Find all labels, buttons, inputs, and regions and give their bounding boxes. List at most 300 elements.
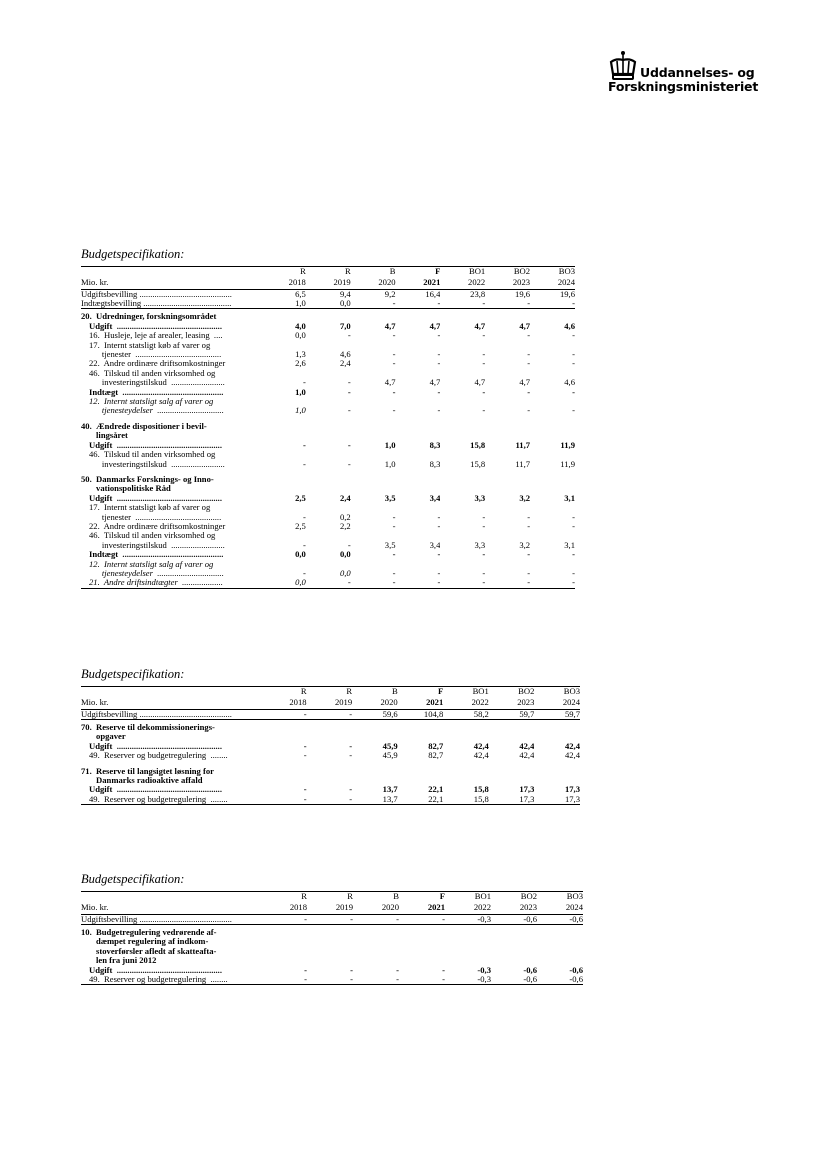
summary-value: - <box>307 709 353 719</box>
empty-cell <box>530 422 575 431</box>
line-item-value: 2,5 <box>295 521 306 531</box>
line-item-value: - <box>303 785 307 795</box>
line-item-label: tjenester ........................................ <box>89 512 222 522</box>
line-item-value: - <box>392 350 396 360</box>
line-item-value: - <box>392 512 396 522</box>
section-heading-row <box>81 422 575 431</box>
line-item-value: 4,6 <box>564 321 575 331</box>
line-item-value <box>440 369 485 378</box>
line-item-value: - <box>437 521 441 531</box>
line-item-value: - <box>437 387 441 397</box>
line-item-value: - <box>572 359 575 369</box>
summary-value: - <box>261 709 307 719</box>
line-item-value: - <box>527 331 531 341</box>
line-item-value <box>440 531 485 540</box>
line-item-value: 15,8 <box>470 440 486 450</box>
line-item-value: - <box>572 406 575 416</box>
line-item-value: - <box>482 521 486 531</box>
line-item-value: - <box>527 350 531 360</box>
line-item-value: - <box>392 359 396 369</box>
line-item-value: - <box>442 965 445 975</box>
column-code: BO2 <box>489 687 535 698</box>
line-item-value: 2,4 <box>339 359 351 369</box>
empty-cell <box>443 767 489 776</box>
summary-value: - <box>307 914 353 924</box>
line-item-value: 4,6 <box>564 378 575 388</box>
section-heading-row <box>81 484 575 493</box>
line-item-row <box>81 460 575 469</box>
empty-cell <box>399 956 445 965</box>
line-item-value: 3,2 <box>519 493 531 503</box>
line-item-value: 4,0 <box>295 321 306 331</box>
line-item-value: 42,4 <box>564 751 580 761</box>
line-item-value: - <box>572 550 575 560</box>
line-item-row <box>81 975 583 985</box>
empty-cell <box>351 312 396 321</box>
column-year: 2022 <box>440 278 485 289</box>
line-item-value <box>440 503 485 512</box>
column-year: 2021 <box>398 698 444 709</box>
line-item-value: - <box>482 512 486 522</box>
empty-cell <box>307 928 353 937</box>
line-item-value <box>485 450 530 459</box>
line-item-value: - <box>572 521 575 531</box>
column-code: BO1 <box>445 892 491 903</box>
column-year: 2018 <box>261 278 306 289</box>
section-heading: 10. Budgetregulering vedrørende af- <box>81 928 217 937</box>
line-item-value: 22,1 <box>398 795 444 805</box>
line-item-value: - <box>302 568 306 578</box>
line-item-value: 4,7 <box>474 321 486 331</box>
column-year: 2023 <box>489 698 535 709</box>
line-item-value <box>351 369 396 378</box>
line-item-value: - <box>347 387 351 397</box>
column-code: R <box>307 687 353 698</box>
header-row <box>81 892 583 903</box>
summary-value: 104,8 <box>398 709 444 719</box>
line-item-label: 21. Andre driftsindtægter ................... <box>81 578 261 588</box>
line-item-value: 17,3 <box>534 795 580 805</box>
line-item-value: - <box>572 331 575 341</box>
empty-cell <box>440 484 485 493</box>
line-item-value: - <box>261 795 307 805</box>
line-item-value <box>261 369 306 378</box>
line-item-value: -0,3 <box>445 975 491 985</box>
empty-cell <box>351 484 396 493</box>
empty-cell <box>396 475 441 484</box>
line-item-value: 2,4 <box>339 493 351 503</box>
line-item-value: 8,3 <box>429 459 441 469</box>
line-item-row <box>81 795 580 805</box>
header-row <box>81 267 575 278</box>
line-item-value: 1,0 <box>384 459 396 469</box>
line-item-value: 17,3 <box>489 795 535 805</box>
line-item-value: 3,1 <box>564 540 575 550</box>
line-item-value: - <box>303 751 307 761</box>
empty-cell <box>306 312 351 321</box>
line-item-label: tjenesteydelser ............................... <box>89 406 224 416</box>
summary-value: - <box>351 299 396 309</box>
line-item-value <box>485 397 530 406</box>
summary-value: 59,7 <box>534 709 580 719</box>
line-item-label: 22. Andre ordinære driftsomkostninger <box>89 521 226 531</box>
column-year: 2021 <box>396 278 441 289</box>
section-heading-row <box>81 312 575 321</box>
line-item-value: - <box>437 350 441 360</box>
line-item-row <box>81 751 580 760</box>
empty-cell <box>445 956 491 965</box>
line-item-value: 8,3 <box>429 440 441 450</box>
line-item-value: 1,0 <box>295 387 306 397</box>
summary-label: Indtægtsbevilling ......................................... <box>81 299 261 309</box>
line-item-value: 4,7 <box>384 321 396 331</box>
column-year: 2021 <box>399 903 445 914</box>
line-item-value: - <box>527 550 531 560</box>
empty-cell <box>398 776 444 785</box>
budget-table <box>81 266 575 589</box>
column-year: 2022 <box>445 903 491 914</box>
line-item-label: investeringstilskud ......................... <box>89 540 225 550</box>
summary-label: Udgiftsbevilling ........................................... <box>81 289 232 299</box>
line-item-value: - <box>307 795 353 805</box>
header-spacer <box>81 267 261 278</box>
empty-cell <box>491 956 537 965</box>
line-item-value: - <box>396 578 441 588</box>
summary-value: 16,4 <box>425 289 441 299</box>
line-item-value: 4,7 <box>519 378 531 388</box>
empty-cell <box>530 475 575 484</box>
line-item-value: - <box>437 359 441 369</box>
empty-cell <box>537 937 583 946</box>
empty-cell <box>307 956 353 965</box>
summary-value: - <box>353 914 399 924</box>
column-year: 2024 <box>530 278 575 289</box>
empty-cell <box>261 431 306 440</box>
line-item-row <box>81 531 575 540</box>
line-item-row <box>81 406 575 415</box>
empty-cell <box>307 723 353 732</box>
line-item-value: -0,6 <box>523 965 537 975</box>
line-item-value: - <box>347 331 351 341</box>
line-item-value: - <box>349 741 353 751</box>
empty-cell <box>534 776 580 785</box>
empty-cell <box>261 776 307 785</box>
line-item-value <box>261 341 306 350</box>
line-item-value: 3,4 <box>429 540 441 550</box>
line-item-label: 49. Reserver og budgetregulering ........ <box>81 795 261 805</box>
line-item-value: - <box>482 387 486 397</box>
empty-cell <box>537 928 583 937</box>
line-item-value <box>485 560 530 569</box>
line-item-row <box>81 359 575 368</box>
line-item-value: -0,6 <box>491 975 537 985</box>
line-item-label: 46. Tilskud til anden virksomhed og <box>89 531 216 541</box>
line-item-value: - <box>351 578 396 588</box>
line-item-label: Udgift ................................................. <box>89 965 222 975</box>
column-year: 2019 <box>307 698 353 709</box>
column-code: BO3 <box>530 267 575 278</box>
summary-value: 19,6 <box>559 289 575 299</box>
ministry-logo <box>608 50 768 100</box>
empty-cell <box>398 723 444 732</box>
line-item-value: - <box>437 512 441 522</box>
column-code: B <box>353 892 399 903</box>
line-item-value: - <box>392 387 396 397</box>
empty-cell <box>353 928 399 937</box>
empty-cell <box>351 475 396 484</box>
line-item-value <box>530 369 575 378</box>
line-item-value: - <box>482 550 486 560</box>
line-item-value: - <box>302 512 306 522</box>
line-item-value <box>530 341 575 350</box>
line-item-row <box>81 569 575 578</box>
line-item-row <box>81 341 575 350</box>
line-item-value <box>306 341 351 350</box>
empty-cell <box>445 928 491 937</box>
line-item-value: -0,3 <box>477 965 491 975</box>
empty-cell <box>485 484 530 493</box>
empty-cell <box>396 312 441 321</box>
line-item-value: 7,0 <box>339 321 351 331</box>
unit-label: Mio. kr. <box>81 903 261 914</box>
summary-value: 0,0 <box>306 299 351 309</box>
line-item-value <box>396 531 441 540</box>
line-item-value <box>440 397 485 406</box>
ministry-name-line1: Uddannelses- og <box>640 65 755 80</box>
column-code: BO1 <box>443 687 489 698</box>
empty-cell <box>261 937 307 946</box>
line-item-value: 1,0 <box>384 440 396 450</box>
line-item-value: 15,8 <box>473 785 489 795</box>
line-item-value: - <box>527 406 531 416</box>
empty-cell <box>261 475 306 484</box>
empty-cell <box>489 723 535 732</box>
line-item-value: - <box>482 406 486 416</box>
line-item-value <box>440 560 485 569</box>
line-item-value <box>396 397 441 406</box>
line-item-value: - <box>482 568 486 578</box>
line-item-value: - <box>572 387 575 397</box>
column-year: 2019 <box>307 903 353 914</box>
line-item-value: 11,9 <box>560 459 575 469</box>
line-item-value <box>530 450 575 459</box>
line-item-value <box>306 531 351 540</box>
line-item-label: Udgift ................................................. <box>89 785 222 795</box>
line-item-row <box>81 541 575 550</box>
line-item-value <box>261 450 306 459</box>
line-item-value: 4,7 <box>429 321 441 331</box>
line-item-value: - <box>482 359 486 369</box>
empty-cell <box>261 732 307 741</box>
column-year: 2018 <box>261 698 307 709</box>
header-row <box>81 278 575 289</box>
line-item-label: Udgift ................................................. <box>89 493 222 503</box>
line-item-label: tjenesteydelser ............................... <box>89 568 224 578</box>
line-item-value: 0,0 <box>295 331 306 341</box>
line-item-row <box>81 331 575 340</box>
summary-value: - <box>261 914 307 924</box>
empty-cell <box>261 312 306 321</box>
line-item-value: 3,1 <box>564 493 575 503</box>
section-heading-row <box>81 776 580 785</box>
line-item-value: 3,5 <box>384 540 396 550</box>
empty-cell <box>261 928 307 937</box>
empty-cell <box>306 422 351 431</box>
empty-cell <box>396 484 441 493</box>
line-item-value <box>351 503 396 512</box>
header-row <box>81 687 580 698</box>
line-item-value: 11,7 <box>515 440 531 450</box>
empty-cell <box>261 422 306 431</box>
line-item-value: - <box>482 350 486 360</box>
line-item-label: 17. Internt statsligt køb af varer og <box>89 503 211 513</box>
line-item-label: 46. Tilskud til anden virksomhed og <box>89 368 216 378</box>
line-item-value: - <box>347 459 351 469</box>
empty-cell <box>351 431 396 440</box>
column-code: R <box>307 892 353 903</box>
empty-cell <box>399 928 445 937</box>
empty-cell <box>443 723 489 732</box>
line-item-value: 4,7 <box>384 378 396 388</box>
line-item-value <box>351 450 396 459</box>
empty-cell <box>261 484 306 493</box>
line-item-value: 2,5 <box>295 493 306 503</box>
column-code: B <box>351 267 396 278</box>
column-year: 2018 <box>261 903 307 914</box>
line-item-value: 0,0 <box>295 550 306 560</box>
line-item-label: investeringstilskud ......................... <box>89 378 225 388</box>
line-item-value: - <box>392 406 396 416</box>
line-item-value: 45,9 <box>382 741 398 751</box>
section-heading-row <box>81 431 575 440</box>
summary-value: 6,5 <box>295 289 306 299</box>
line-item-value <box>396 503 441 512</box>
empty-cell <box>396 431 441 440</box>
column-code: B <box>352 687 398 698</box>
column-code: R <box>261 267 306 278</box>
line-item-value: 1,3 <box>295 350 306 360</box>
line-item-value: 42,4 <box>519 741 535 751</box>
line-item-value: - <box>530 578 575 588</box>
column-year: 2019 <box>306 278 351 289</box>
line-item-value: - <box>527 568 531 578</box>
column-code: BO1 <box>440 267 485 278</box>
line-item-value: - <box>437 550 441 560</box>
line-item-value: 15,8 <box>470 459 486 469</box>
column-year: 2023 <box>491 903 537 914</box>
line-item-value: 2,2 <box>339 521 351 531</box>
section-heading-row <box>81 767 580 776</box>
line-item-value <box>530 503 575 512</box>
line-item-row <box>81 350 575 359</box>
header-spacer <box>81 892 261 903</box>
section-heading: 50. Danmarks Forsknings- og Inno- <box>81 474 214 484</box>
unit-label: Mio. kr. <box>81 278 261 289</box>
summary-value: - <box>440 299 485 309</box>
line-item-label: 12. Internt statsligt salg af varer og <box>89 559 214 569</box>
summary-value: - <box>399 914 445 924</box>
column-year: 2020 <box>353 903 399 914</box>
line-item-value: - <box>440 578 485 588</box>
summary-row <box>81 914 583 924</box>
line-item-value: 4,7 <box>519 321 531 331</box>
summary-value: - <box>396 299 441 309</box>
section-heading: 71. Reserve til langsigtet løsning for <box>81 766 214 776</box>
line-item-value: - <box>527 512 531 522</box>
line-item-value <box>306 369 351 378</box>
line-item-value: - <box>437 568 441 578</box>
line-item-value: 0,0 <box>261 578 306 588</box>
column-code: BO2 <box>485 267 530 278</box>
line-item-value: 4,7 <box>429 378 441 388</box>
line-item-value: 17,3 <box>564 785 580 795</box>
line-item-value: - <box>350 965 353 975</box>
column-code: F <box>396 267 441 278</box>
section-heading: Danmarks radioaktive affald <box>81 776 203 786</box>
line-item-value: 4,6 <box>339 350 351 360</box>
line-item-value: - <box>349 751 353 761</box>
empty-cell <box>307 732 353 741</box>
line-item-value: 42,4 <box>473 741 489 751</box>
empty-cell <box>530 312 575 321</box>
empty-cell <box>537 947 583 956</box>
empty-cell <box>307 937 353 946</box>
section-heading-row <box>81 937 583 946</box>
empty-cell <box>351 422 396 431</box>
line-item-label: 16. Husleje, leje af arealer, leasing .... <box>89 331 223 341</box>
section-heading: dæmpet regulering af indkom- <box>81 937 209 947</box>
empty-cell <box>398 767 444 776</box>
column-year: 2020 <box>352 698 398 709</box>
section-heading: stoverførsler afledt af skatteafta- <box>81 946 217 956</box>
summary-value: 23,8 <box>470 289 486 299</box>
column-code: BO3 <box>534 687 580 698</box>
line-item-value: - <box>572 512 575 522</box>
summary-value: 9,4 <box>339 289 351 299</box>
summary-row <box>81 299 575 309</box>
line-item-label: 46. Tilskud til anden virksomhed og <box>89 450 216 460</box>
empty-cell <box>445 937 491 946</box>
line-item-value <box>261 397 306 406</box>
line-item-value: - <box>485 578 530 588</box>
empty-cell <box>440 312 485 321</box>
budget-table-1 <box>81 246 575 589</box>
line-item-row <box>81 388 575 397</box>
empty-cell <box>440 475 485 484</box>
summary-row <box>81 289 575 299</box>
line-item-value: - <box>303 741 307 751</box>
section-heading: 70. Reserve til dekommissionerings- <box>81 723 215 732</box>
line-item-label: 12. Internt statsligt salg af varer og <box>89 397 214 407</box>
line-item-row <box>81 550 575 559</box>
section-heading: opgaver <box>81 732 126 742</box>
line-item-row <box>81 378 575 387</box>
empty-cell <box>537 956 583 965</box>
budget-table-2 <box>81 666 580 805</box>
line-item-value: 3,3 <box>474 493 486 503</box>
line-item-value: 42,4 <box>564 741 580 751</box>
line-item-value <box>396 450 441 459</box>
column-year: 2020 <box>351 278 396 289</box>
line-item-value: 42,4 <box>473 751 489 761</box>
line-item-value: - <box>304 965 307 975</box>
column-year: 2022 <box>443 698 489 709</box>
line-item-value: - <box>437 331 441 341</box>
empty-cell <box>443 776 489 785</box>
line-item-value: 3,4 <box>429 493 441 503</box>
line-item-value: 13,7 <box>352 795 398 805</box>
line-item-value: 4,7 <box>474 378 486 388</box>
